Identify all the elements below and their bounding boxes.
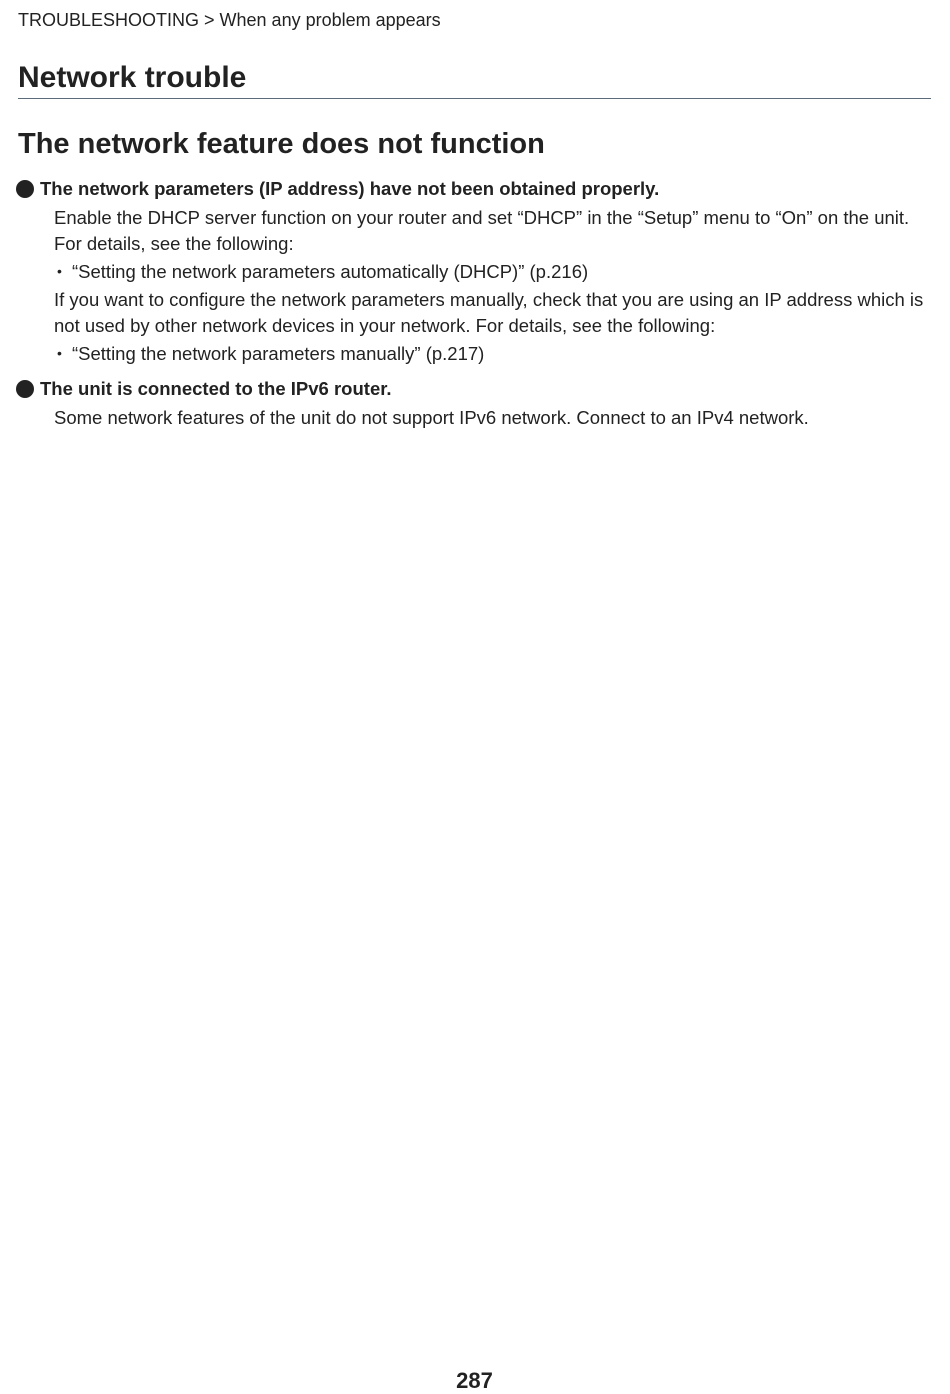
cause-paragraph: If you want to configure the network parameters manually, check that you are using an IP address which is not used by other network devices in your network. For details, see the following:	[54, 289, 924, 336]
reference-link-dhcp[interactable]: “Setting the network parameters automatically (DHCP)” (p.216)	[72, 261, 589, 282]
cause-paragraph: Some network features of the unit do not support IPv6 network. Connect to an IPv4 network.	[54, 407, 809, 428]
cause-block-ip-address	[18, 176, 931, 369]
filled-circle-icon	[16, 380, 34, 398]
chapter-title: Network trouble	[18, 60, 931, 99]
reference-link-manual[interactable]: “Setting the network parameters manually” (p.217)	[72, 343, 485, 364]
manual-page	[18, 0, 931, 1392]
reference-item	[18, 340, 931, 367]
cause-heading-text: The network parameters (IP address) have not been obtained properly.	[40, 178, 660, 199]
filled-circle-icon	[16, 180, 34, 198]
middle-dot-bullet-icon: •	[57, 345, 62, 361]
section-title: The network feature does not function	[18, 128, 545, 160]
breadcrumb: TROUBLESHOOTING > When any problem appears	[18, 10, 441, 30]
cause-paragraph: Enable the DHCP server function on your router and set “DHCP” in the “Setup” menu to “On” on the unit. For details, see the following:	[54, 207, 910, 254]
cause-heading	[18, 376, 931, 402]
cause-heading	[18, 176, 931, 202]
reference-item	[18, 258, 931, 285]
cause-heading-text: The unit is connected to the IPv6 router.	[40, 378, 392, 399]
page-number: 287	[456, 1368, 493, 1393]
cause-block-ipv6-router	[18, 376, 931, 431]
middle-dot-bullet-icon: •	[57, 263, 62, 279]
